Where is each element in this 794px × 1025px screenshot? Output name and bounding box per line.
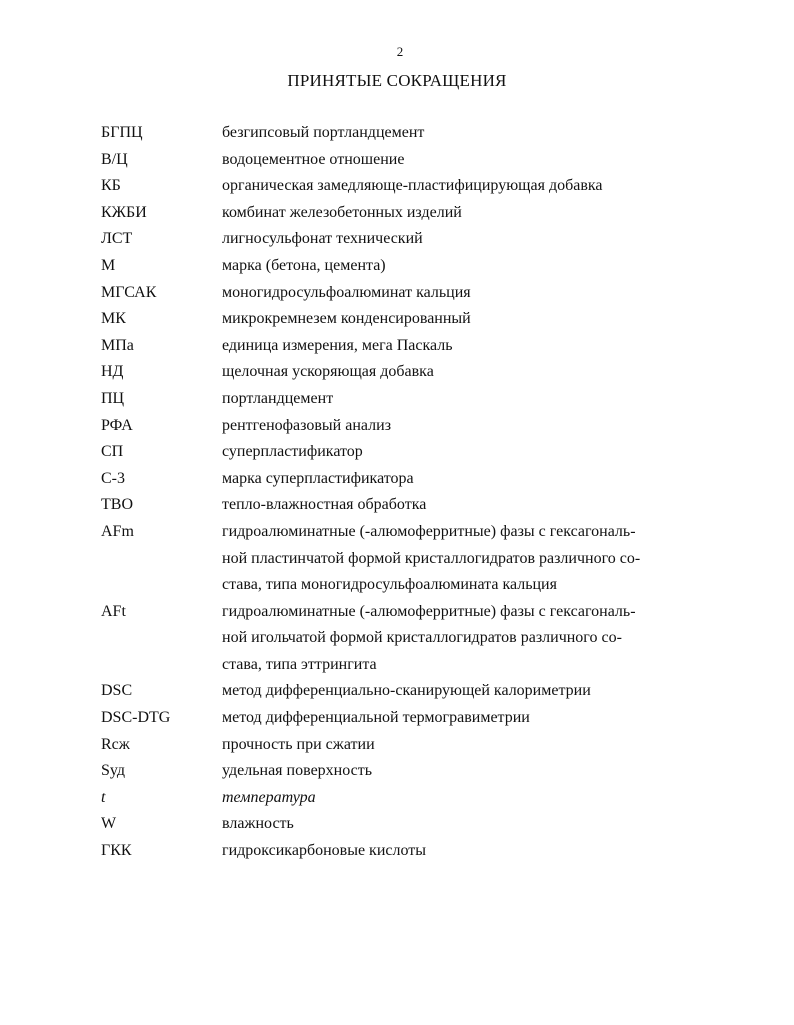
abbreviation-term: М (101, 256, 116, 274)
abbreviation-term: Sуд (101, 762, 126, 780)
abbreviations-list (101, 120, 701, 865)
abbreviation-definition: органическая замедляюще-пластифицирующая добавка (222, 177, 603, 195)
abbreviation-row (101, 599, 701, 679)
abbreviation-row (101, 173, 701, 200)
abbreviation-definition: комбинат железобетонных изделий (222, 203, 462, 221)
abbreviation-definition: метод дифференциально-сканирующей калориметрии (222, 682, 591, 700)
abbreviation-definition: температура (222, 788, 316, 806)
abbreviation-term: КБ (101, 177, 121, 195)
abbreviation-row (101, 439, 701, 466)
abbreviation-row (101, 200, 701, 227)
abbreviation-definition: суперпластификатор (222, 443, 363, 461)
abbreviation-term: W (101, 815, 117, 833)
abbreviation-definition: гидроалюминатные (-алюмоферритные) фазы с гексагональ- ной пластинчатой формой кристаллогидратов различного со- става, типа моногидросульфоалюмината кальция (222, 522, 641, 594)
abbreviation-term: DSC (101, 682, 133, 700)
abbreviation-definition: портландцемент (222, 389, 334, 407)
abbreviation-term: ЛСТ (101, 230, 133, 248)
abbreviation-row (101, 758, 701, 785)
abbreviation-term: МПа (101, 336, 134, 354)
abbreviation-row (101, 492, 701, 519)
abbreviation-definition: удельная поверхность (222, 762, 373, 780)
abbreviation-term: МГСАК (101, 283, 157, 301)
abbreviation-term: В/Ц (101, 150, 128, 168)
abbreviation-definition: рентгенофазовый анализ (222, 416, 392, 434)
abbreviation-definition: марка (бетона, цемента) (222, 256, 386, 274)
abbreviation-row (101, 226, 701, 253)
page-title: ПРИНЯТЫЕ СОКРАЩЕНИЯ (287, 71, 507, 90)
abbreviation-definition: метод дифференциальной термогравиметрии (222, 709, 530, 727)
abbreviation-definition: марка суперпластификатора (222, 469, 414, 487)
abbreviation-row (101, 519, 701, 599)
abbreviation-definition: единица измерения, мега Паскаль (222, 336, 453, 354)
abbreviation-term: МК (101, 310, 126, 328)
abbreviation-row (101, 466, 701, 493)
abbreviation-term: t (101, 788, 106, 806)
abbreviation-row (101, 359, 701, 386)
page-number: 2 (396, 44, 404, 59)
abbreviation-definition: гидроалюминатные (-алюмоферритные) фазы с гексагональ- ной игольчатой формой кристаллогидратов различного со- става, типа эттрингита (222, 602, 636, 673)
abbreviation-term: AFm (101, 522, 134, 540)
abbreviation-definition: гидроксикарбоновые кислоты (222, 842, 426, 860)
abbreviation-term: DSC-DTG (101, 709, 171, 727)
abbreviation-row (101, 333, 701, 360)
abbreviation-term: РФА (101, 416, 133, 434)
abbreviation-row (101, 705, 701, 732)
abbreviation-row (101, 120, 701, 147)
abbreviation-term: С-3 (101, 469, 125, 487)
abbreviation-row (101, 838, 701, 865)
abbreviation-definition: безгипсовый портландцемент (222, 124, 425, 141)
abbreviation-definition: микрокремнезем конденсированный (222, 310, 471, 328)
abbreviation-definition: влажность (222, 815, 294, 833)
abbreviation-term: КЖБИ (101, 203, 147, 221)
abbreviation-definition: щелочная ускоряющая добавка (222, 363, 434, 381)
abbreviation-term: Rсж (101, 735, 130, 753)
abbreviation-row (101, 811, 701, 838)
abbreviation-definition: моногидросульфоалюминат кальция (222, 283, 471, 301)
abbreviation-row (101, 280, 701, 307)
abbreviation-row (101, 147, 701, 174)
abbreviation-row (101, 785, 701, 812)
abbreviation-definition: водоцементное отношение (222, 150, 405, 168)
abbreviation-definition: тепло-влажностная обработка (222, 496, 427, 514)
abbreviation-row (101, 306, 701, 333)
abbreviation-definition: лигносульфонат технический (222, 230, 423, 248)
abbreviation-term: ТВО (101, 496, 133, 514)
abbreviation-row (101, 253, 701, 280)
abbreviation-row (101, 678, 701, 705)
abbreviation-row (101, 413, 701, 440)
abbreviation-definition: прочность при сжатии (222, 735, 375, 753)
abbreviation-term: ГКК (101, 842, 132, 860)
abbreviation-term: СП (101, 443, 124, 461)
abbreviation-row (101, 732, 701, 759)
abbreviation-term: НД (101, 363, 124, 381)
abbreviation-term: ПЦ (101, 389, 125, 407)
abbreviation-term: AFt (101, 602, 126, 620)
abbreviation-row (101, 386, 701, 413)
abbreviation-term: БГПЦ (101, 124, 143, 141)
